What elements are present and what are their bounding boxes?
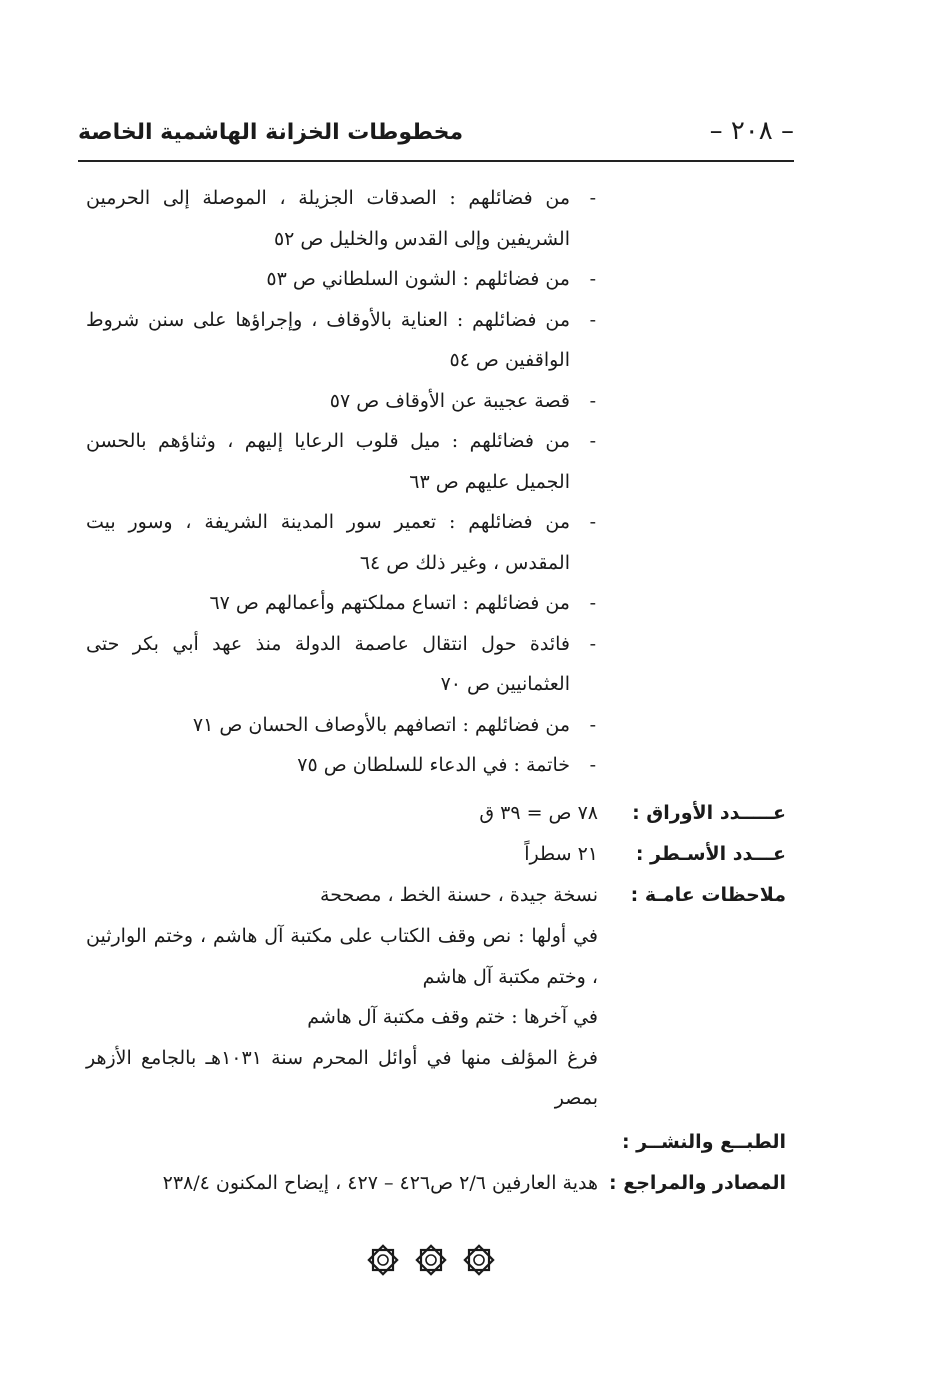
running-title: مخطوطات الخزانة الهاشمية الخاصة <box>78 120 464 145</box>
printing-label: الطبــع والنشــر : <box>621 1131 786 1153</box>
leaves-value: ٧٨ ص = ٣٩ ق <box>479 802 598 824</box>
page-number: – ٢٠٨ – <box>709 116 794 146</box>
leaves-label: عـــــدد الأوراق : <box>632 802 786 824</box>
list-item: - خاتمة : في الدعاء للسلطان ص ٧٥ <box>297 754 596 776</box>
notes-line: فرغ المؤلف منها في أوائل المحرم سنة ١٠٣١هـ بالجامع الأزهر بمصر <box>86 1046 598 1109</box>
notes-details <box>86 916 598 1119</box>
lines-value: ٢١ سطراً <box>524 843 598 865</box>
star-ornament-icon <box>462 1243 496 1277</box>
star-ornament-icon <box>414 1243 448 1277</box>
list-item: - من فضائلهم : الصدقات الجزيلة ، الموصلة إلى الحرمين الشريفين وإلى القدس والخليل ص ٥٢ <box>86 187 596 250</box>
sources-label: المصادر والمراجع : <box>609 1172 786 1194</box>
notes-line: في آخرها : ختم وقف مكتبة آل هاشم <box>307 1006 598 1028</box>
notes-field <box>86 875 786 916</box>
lines-label: عـــدد الأسـطر : <box>635 843 786 865</box>
list-item: - قصة عجيبة عن الأوقاف ص ٥٧ <box>329 389 596 412</box>
page-header <box>78 112 794 156</box>
notes-line: في أولها : نص وقف الكتاب على مكتبة آل هاشم ، وختم الوارثين ، وختم مكتبة آل هاشم <box>86 925 598 988</box>
list-item: - من فضائلهم : الشون السلطاني ص ٥٣ <box>266 268 596 290</box>
leaves-field <box>86 793 786 834</box>
lines-field <box>86 834 786 875</box>
list-item: - فائدة حول انتقال عاصمة الدولة منذ عهد أبي بكر حتى العثمانيين ص ٧٠ <box>86 632 596 695</box>
list-item: - من فضائلهم : ميل قلوب الرعايا إليهم ، وثناؤهم بالحسن الجميل عليهم ص ٦٣ <box>86 430 596 493</box>
end-ornaments <box>366 1243 496 1277</box>
contents-list <box>86 178 596 786</box>
star-ornament-icon <box>366 1243 400 1277</box>
sources-value: هدية العارفين ٢/٦ ص٤٢٦ – ٤٢٧ ، إيضاح المكنون ٢٣٨/٤ <box>162 1172 598 1194</box>
list-item: - من فضائلهم : العناية بالأوقاف ، وإجراؤها على سنن شروط الواقفين ص ٥٤ <box>86 308 596 371</box>
notes-value: نسخة جيدة ، حسنة الخط ، مصححة <box>320 884 598 906</box>
list-item: - من فضائلهم : تعمير سور المدينة الشريفة ، وسور بيت المقدس ، وغير ذلك ص ٦٤ <box>86 511 596 574</box>
sources-field <box>86 1163 786 1244</box>
list-item: - من فضائلهم : اتساع مملكتهم وأعمالهم ص ٦٧ <box>209 592 596 614</box>
printing-field <box>86 1122 786 1163</box>
list-item: - من فضائلهم : اتصافهم بالأوصاف الحسان ص ٧١ <box>192 713 596 736</box>
notes-label: ملاحظات عامـة : <box>630 884 786 906</box>
header-rule <box>78 160 794 162</box>
